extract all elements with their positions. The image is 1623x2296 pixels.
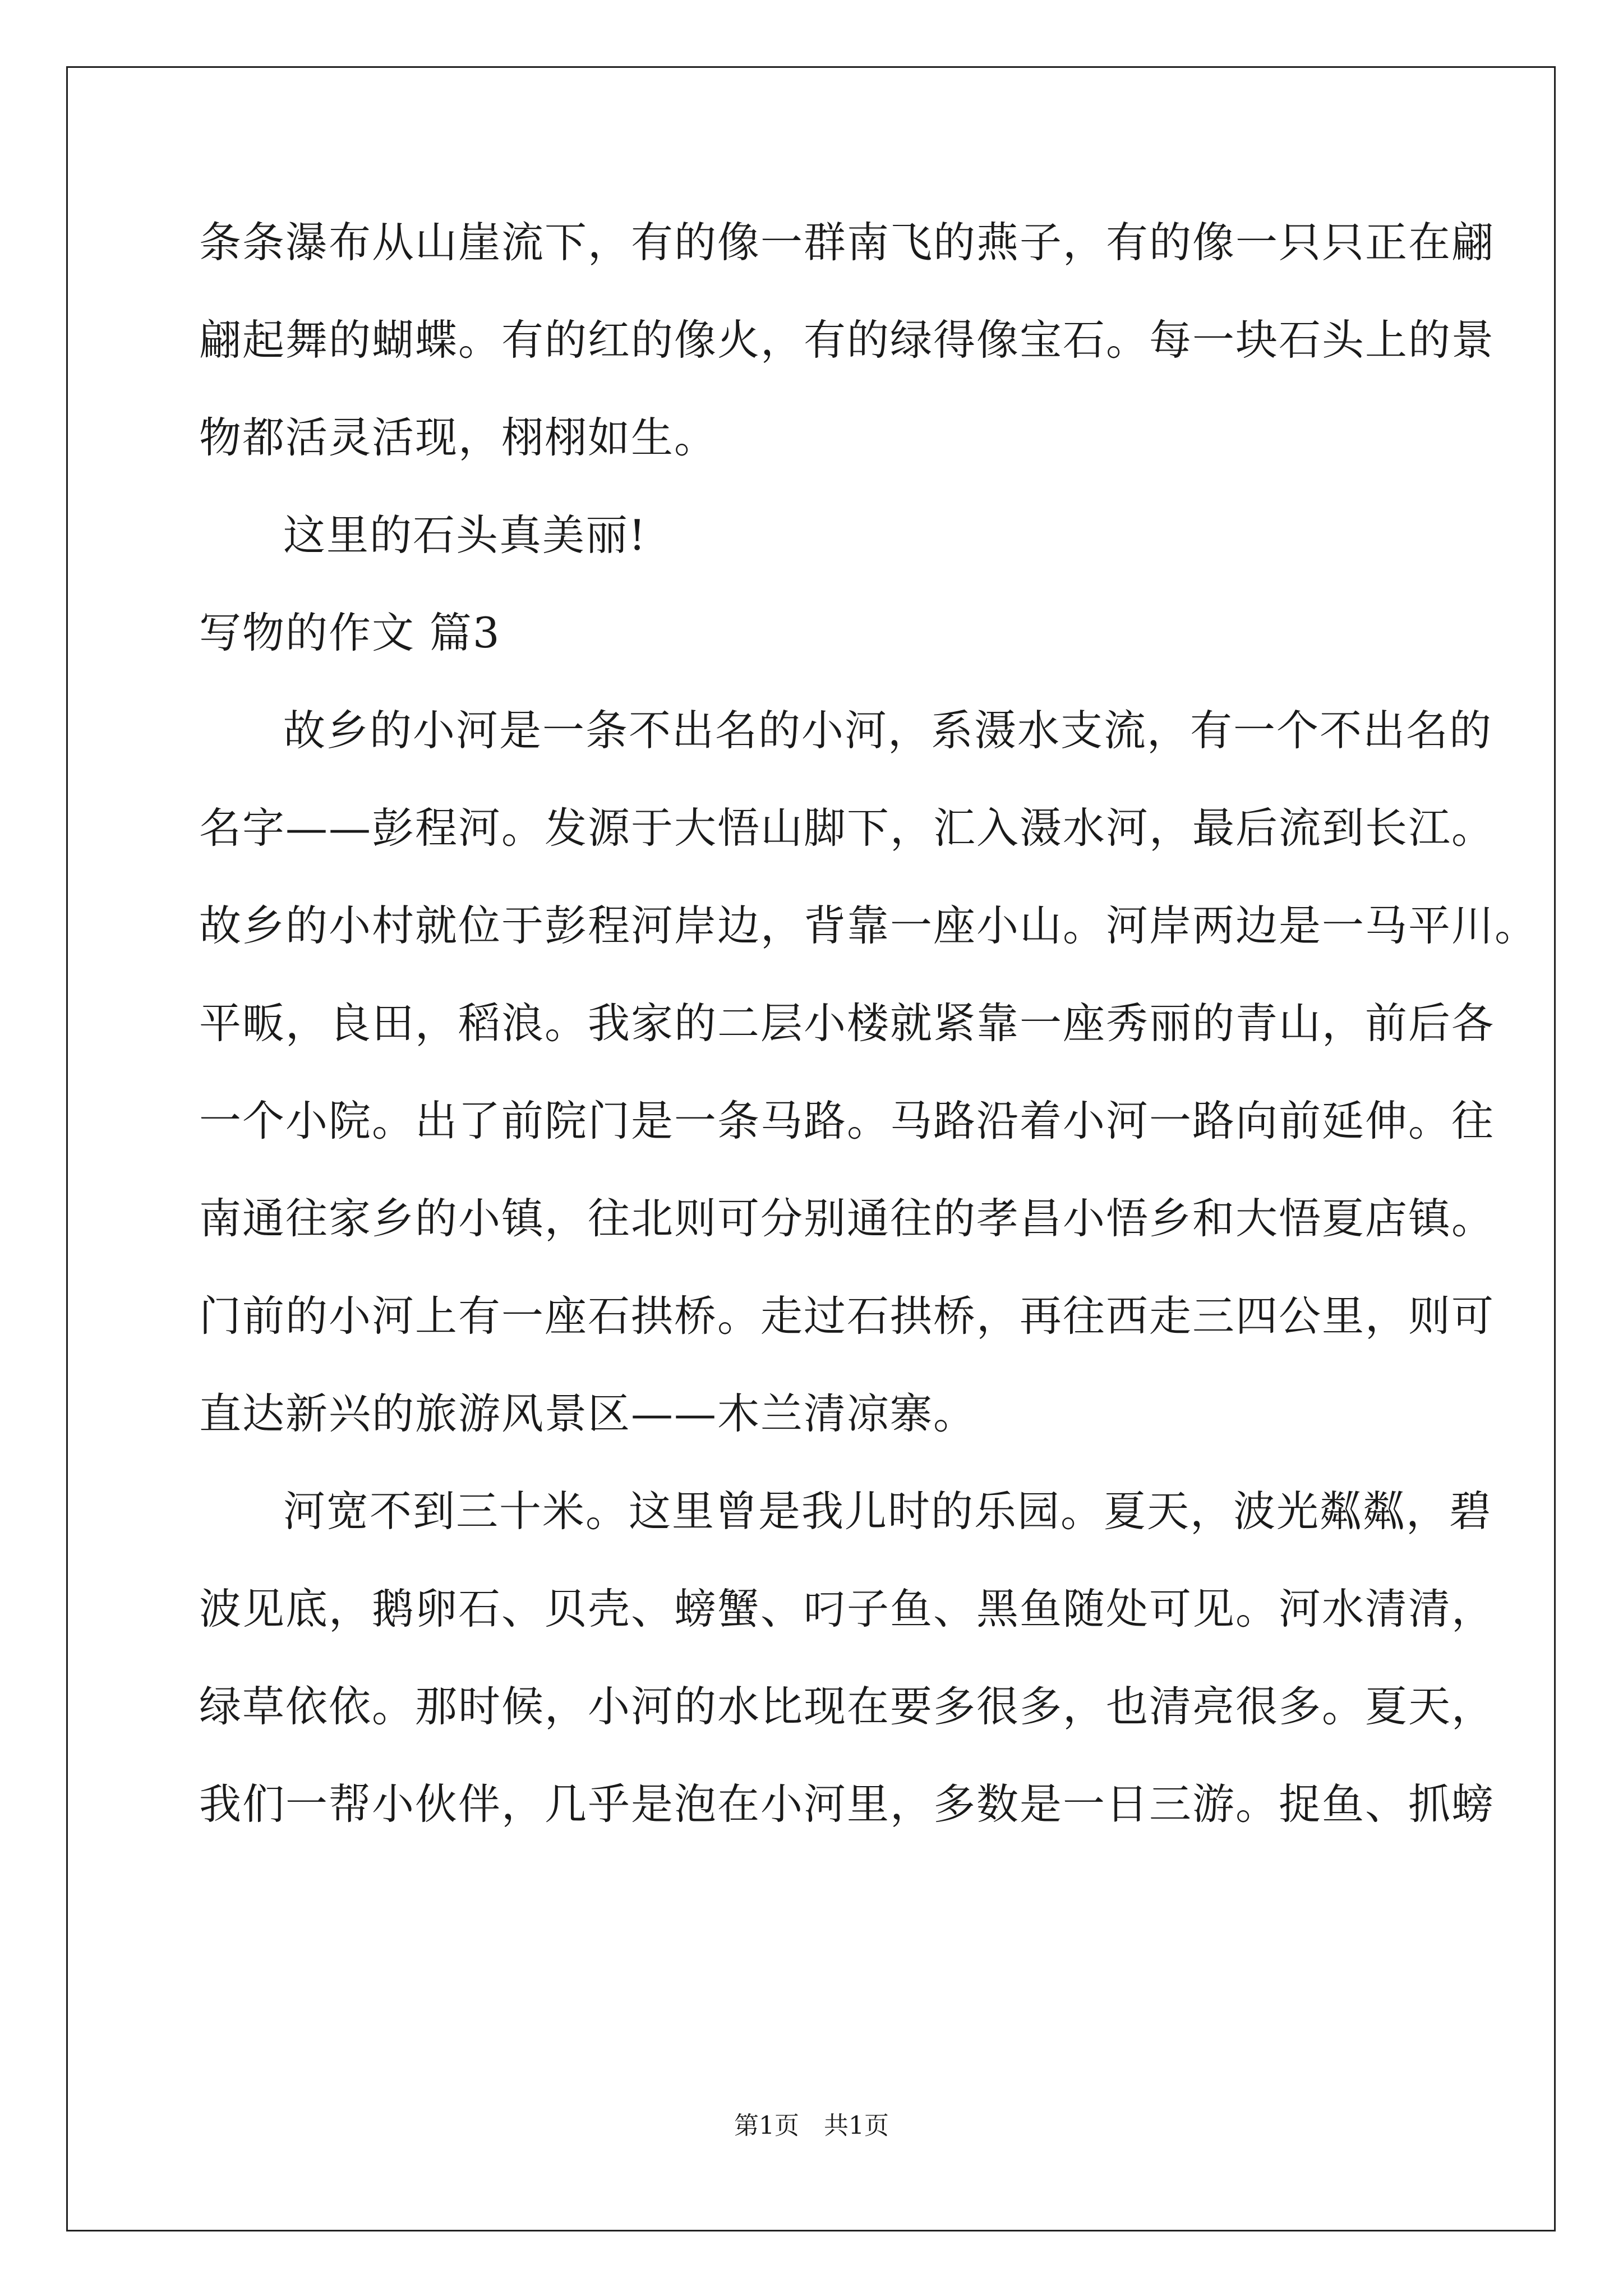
text-line: 波见底，鹅卵石、贝壳、螃蟹、叼子鱼、黑鱼随处可见。河水清清， [199, 1584, 1495, 1634]
text-line: 这里的石头真美丽! [283, 510, 647, 560]
text-line: 绿草依依。那时候，小河的水比现在要多很多，也清亮很多。夏天， [199, 1682, 1495, 1731]
text-line: 故乡的小村就位于彭程河岸边，背靠一座小山。河岸两边是一马平川。 [199, 901, 1538, 950]
text-line: 河宽不到三十米。这里曾是我儿时的乐园。夏天，波光粼粼，碧 [283, 1487, 1493, 1536]
text-line: 门前的小河上有一座石拱桥。走过石拱桥，再往西走三四公里，则可 [199, 1291, 1495, 1341]
text-line: 名字——彭程河。发源于大悟山脚下，汇入滠水河，最后流到长江。 [199, 803, 1495, 853]
text-line: 平畈，良田，稻浪。我家的二层小楼就紧靠一座秀丽的青山，前后各 [199, 999, 1495, 1048]
text-line: 物都活灵活现，栩栩如生。 [199, 413, 718, 462]
section-heading: 写物的作文 篇3 [199, 608, 501, 657]
text-line: 翩起舞的蝴蝶。有的红的像火，有的绿得像宝石。每一块石头上的景 [199, 315, 1495, 365]
text-line: 故乡的小河是一条不出名的小河，系滠水支流，有一个不出名的 [283, 706, 1493, 755]
page-total: 共1页 [824, 2111, 889, 2140]
text-line: 我们一帮小伙伴，几乎是泡在小河里，多数是一日三游。捉鱼、抓螃 [199, 1779, 1495, 1829]
page-footer [0, 2109, 1623, 2143]
text-line: 直达新兴的旅游风景区——木兰清凉寨。 [199, 1389, 977, 1438]
page-number: 第1页 [734, 2111, 799, 2140]
document-body [199, 194, 1538, 1853]
text-line: 一个小院。出了前院门是一条马路。马路沿着小河一路向前延伸。往 [199, 1096, 1495, 1145]
text-line: 条条瀑布从山崖流下，有的像一群南飞的燕子，有的像一只只正在翩 [199, 218, 1495, 267]
text-line: 南通往家乡的小镇，往北则可分别通往的孝昌小悟乡和大悟夏店镇。 [199, 1194, 1495, 1243]
